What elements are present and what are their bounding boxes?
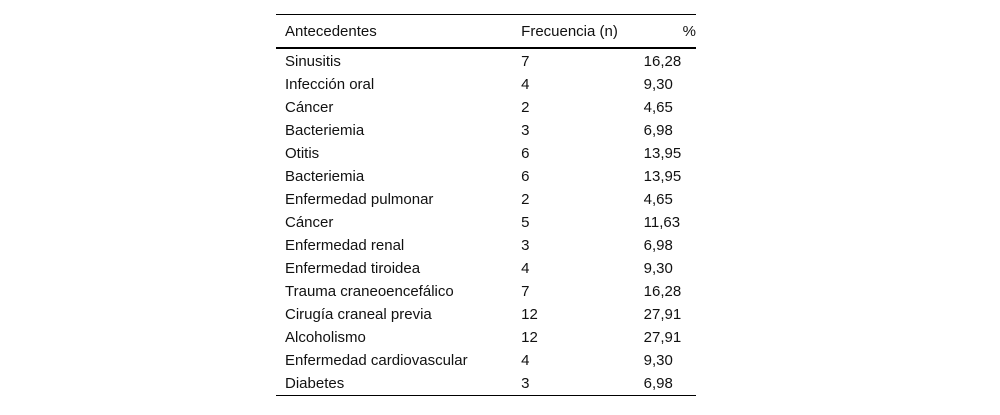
- cell-antecedente: Enfermedad tiroidea: [285, 260, 421, 277]
- table-row: [276, 142, 696, 165]
- cell-antecedente: Enfermedad renal: [285, 237, 405, 254]
- table-row: [276, 119, 696, 142]
- cell-antecedente: Enfermedad cardiovascular: [285, 352, 468, 369]
- cell-percent: 11,63: [643, 214, 681, 231]
- cell-percent: 6,98: [644, 372, 696, 396]
- cell-percent: 4,65: [643, 99, 673, 116]
- cell-frecuencia: 2: [521, 99, 530, 116]
- table-row: [276, 349, 696, 372]
- cell-percent: 9,30: [643, 76, 673, 93]
- table-body: [276, 48, 696, 396]
- cell-frecuencia: 6: [521, 168, 530, 185]
- table-row: [276, 211, 696, 234]
- cell-antecedente: Alcoholismo: [285, 329, 366, 346]
- cell-antecedente: Sinusitis: [285, 53, 341, 70]
- table-header: [276, 15, 696, 49]
- cell-frecuencia: 5: [521, 214, 530, 231]
- cell-antecedente: Bacteriemia: [285, 168, 365, 185]
- cell-antecedente: Bacteriemia: [285, 122, 365, 139]
- cell-frecuencia: 12: [521, 306, 538, 323]
- table-row: [276, 372, 696, 396]
- cell-frecuencia: 6: [521, 145, 530, 162]
- table-row: [276, 234, 696, 257]
- header-row: [276, 15, 696, 49]
- table-row: [276, 257, 696, 280]
- cell-frecuencia: 3: [521, 237, 530, 254]
- cell-antecedente: Infección oral: [285, 76, 375, 93]
- cell-percent: 4,65: [643, 191, 673, 208]
- cell-percent: 6,98: [643, 237, 673, 254]
- cell-percent: 27,91: [643, 329, 682, 346]
- cell-frecuencia: 7: [521, 53, 530, 70]
- cell-percent: 9,30: [643, 352, 673, 369]
- cell-antecedente: Trauma craneoencefálico: [285, 283, 454, 300]
- table-row: [276, 303, 696, 326]
- cell-percent: 16,28: [643, 53, 682, 70]
- cell-antecedente: Otitis: [285, 145, 320, 162]
- antecedentes-table-container: [276, 14, 696, 396]
- cell-antecedente: Cirugía craneal previa: [285, 306, 432, 323]
- table-row: [276, 73, 696, 96]
- cell-percent: 6,98: [643, 122, 673, 139]
- table-row: [276, 188, 696, 211]
- cell-frecuencia: 4: [521, 260, 530, 277]
- header-frecuencia: Frecuencia (n): [521, 22, 618, 40]
- table-row: [276, 165, 696, 188]
- cell-frecuencia: 3: [521, 122, 530, 139]
- cell-antecedente: Diabetes: [276, 372, 521, 396]
- cell-antecedente: Cáncer: [285, 99, 334, 116]
- antecedentes-table: [276, 14, 696, 396]
- cell-percent: 27,91: [643, 306, 682, 323]
- cell-percent: 13,95: [643, 145, 682, 162]
- cell-frecuencia: 2: [521, 191, 530, 208]
- table-row: [276, 326, 696, 349]
- cell-antecedente: Enfermedad pulmonar: [285, 191, 434, 208]
- cell-percent: 13,95: [643, 168, 682, 185]
- header-percent: %: [682, 22, 696, 40]
- table-row: [276, 280, 696, 303]
- table-row: [276, 48, 696, 73]
- cell-percent: 16,28: [643, 283, 682, 300]
- cell-frecuencia: 3: [521, 372, 644, 396]
- cell-frecuencia: 7: [521, 283, 530, 300]
- cell-antecedente: Cáncer: [285, 214, 334, 231]
- cell-frecuencia: 4: [521, 76, 530, 93]
- cell-frecuencia: 4: [521, 352, 530, 369]
- table-row: [276, 96, 696, 119]
- cell-percent: 9,30: [643, 260, 673, 277]
- header-antecedentes: Antecedentes: [285, 22, 377, 40]
- cell-frecuencia: 12: [521, 329, 538, 346]
